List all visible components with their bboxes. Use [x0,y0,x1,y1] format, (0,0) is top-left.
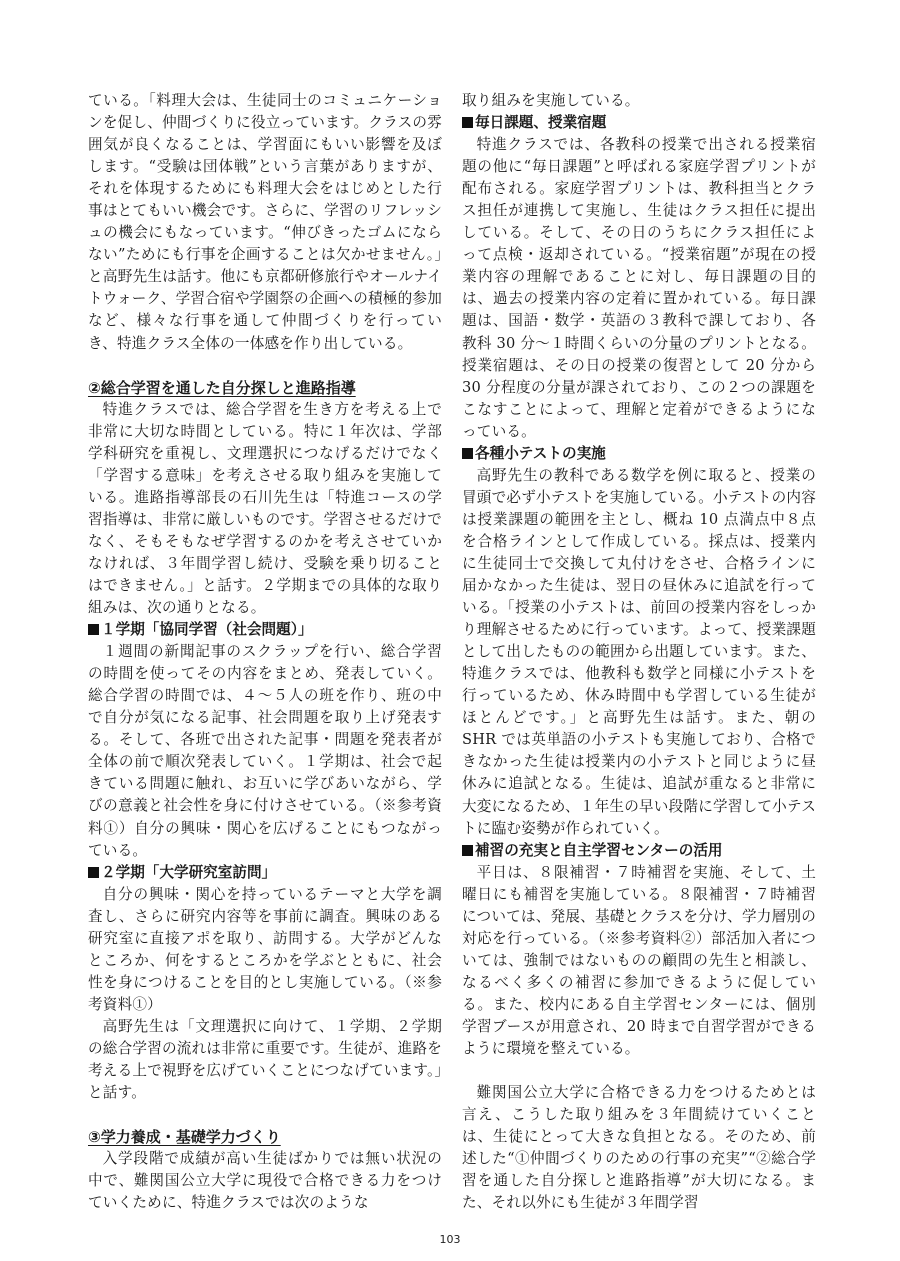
section-2-paragraph: 特進クラスでは、総合学習を生き方を考える上で非常に大切な時間としている。特に１年次は、学部学科研究を重視し、文理選択につなげるだけでなく「学習する意味」を考えさせる取り組みを実施している。進路指導部長の石川先生は「特進コースの学習指導は、非常に厳しいものです。学習させるだけでなく、そもそもなぜ学習するのかを考えさせていかなければ、３年間学習し続け、受験を乗り切ることはできません。」と話す。２学期までの具体的な取り組みは、次の通りとなる。 [88,400,442,617]
subsection-daily-tasks-paragraph: 特進クラスでは、各教科の授業で出される授業宿題の他に“毎日課題”と呼ばれる家庭学習プリントが配布される。家庭学習プリントは、教科担当とクラス担任が連携して実施し、生徒はクラス担任に提出している。そして、その日のうちにクラス担任によって点検・返却されている。“授業宿題”が現在の授業内容の理解であることに対し、毎日課題の目的は、過去の授業内容の定着に置かれている。毎日課題は、国語・数学・英語の３教科で課しており、各教科 30 分～１時間くらいの分量のプリントとなる。授業宿題は、その日の授業の復習として 20 分から 30 分程度の分量が課されており、この２つの課題をこなすことによって、理解と定着ができるようになっている。 [462,136,816,440]
square-bullet-icon [462,845,473,856]
section-3-heading: ③学力養成・基礎学力づくり [88,1128,281,1147]
subsection-term2-heading-text: ２学期「大学研究室訪問」 [101,863,277,881]
subsection-term2-quote-paragraph: 高野先生は「文理選択に向けて、１学期、２学期の総合学習の流れは非常に重要です。生徒が、進路を考える上で視野を広げていくことにつなげています。」と話す。 [88,1017,442,1102]
subsection-term1-heading [88,619,442,641]
subsection-term1-paragraph: １週間の新聞記事のスクラップを行い、総合学習の時間を使ってその内容をまとめ、発表していく。総合学習の時間では、４～５人の班を作り、班の中で自分が気になる記事、社会問題を取り上げ発表する。そして、各班で出された記事・問題を発表者が全体の前で順次発表していく。１学期は、社会で起きている問題に触れ、お互いに学びあいながら、学びの意義と社会性を身に付けさせている。（※参考資料①）自分の興味・関心を広げることにもつながっている。 [88,643,442,859]
subsection-quizzes-heading [462,443,816,465]
subsection-quizzes-heading-text: 各種小テストの実施 [475,444,606,462]
section-3-paragraph: 入学段階で成績が高い生徒ばかりでは無い状況の中で、難関国公立大学に現役で合格できる力をつけていくために、特進クラスでは次のような [88,1150,442,1212]
right-column [462,90,816,1214]
left-column [88,90,442,1214]
square-bullet-icon [462,448,473,459]
subsection-daily-tasks-heading-text: 毎日課題、授業宿題 [475,114,607,132]
subsection-daily-tasks-heading [462,112,816,134]
page-number: 103 [439,1233,461,1246]
square-bullet-icon [88,867,99,878]
subsection-quizzes-paragraph: 高野先生の教科である数学を例に取ると、授業の冒頭で必ず小テストを実施している。小テストの内容は授業課題の範囲を主とし、概ね 10 点満点中８点を合格ラインとして作成している。採点は、授業内に生徒同士で交換して丸付けをさせ、合格ラインに届かなかった生徒は、翌日の昼休みに追試を行っている。「授業の小テストは、前回の授業内容をしっかり理解させるために行っています。よって、授業課題として出したものの範囲から出題しています。また、特進クラスでは、他教科も数学と同様に小テストを行っているため、休み時間中も学習している生徒がほとんどです。」と高野先生は話す。また、朝の SHR では英単語の小テストも実施しており、合格できなかった生徒は授業内の小テストと同じように昼休みに追試となる。生徒は、追試が重なると非常に大変になるため、１年生の早い段階に学習して小テストに臨む姿勢が作られていく。 [462,466,816,837]
subsection-term1-heading-text: １学期「協同学習（社会問題）」 [101,621,313,639]
subsection-term2-heading [88,862,442,884]
subsection-term2-paragraph: 自分の興味・関心を持っているテーマと大学を調査し、さらに研究内容等を事前に調査。興味のある研究室に直接アポを取り、訪問する。大学がどんなところか、何をするところかを学ぶとともに、社会性を身につけることを目的とし実施している。（※参考資料①） [88,885,442,1013]
square-bullet-icon [88,624,99,635]
subsection-supplementary-heading [462,840,816,862]
subsection-supplementary-paragraph: 平日は、８限補習・７時補習を実施、そして、土曜日にも補習を実施している。８限補習・７時補習については、発展、基礎とクラスを分け、学力層別の対応を行っている。（※参考資料②）部活加入者については、強制ではないものの顧問の先生と相談し、なるべく多くの補習に参加できるように促している。また、校内にある自主学習センターには、個別学習ブースが用意され、20 時まで自習学習ができるように環境を整えている。 [462,863,816,1058]
closing-paragraph: 難関国公立大学に合格できる力をつけるためとは言え、こうした取り組みを３年間続けていくことは、生徒にとって大きな負担となる。そのため、前述した“①仲間づくりのための行事の充実”“②総合学習を通した自分探しと進路指導”が大切になる。また、それ以外にも生徒が３年間学習 [462,1084,816,1212]
section-2-heading: ②総合学習を通した自分探しと進路指導 [88,378,356,397]
continuation-paragraph: 取り組みを実施している。 [462,92,640,109]
subsection-supplementary-heading-text: 補習の充実と自主学習センターの活用 [475,841,723,859]
intro-paragraph: ている。「料理大会は、生徒同士のコミュニケーションを促し、仲間づくりに役立っています。クラスの雰囲気が良くなることは、学習面にもいい影響を及ぼします。“受験は団体戦”という言葉がありますが、それを体現するためにも料理大会をはじめとした行事はとてもいい機会です。さらに、学習のリフレッシュの機会にもなっています。“伸びきったゴムにならない”ためにも行事を企画することは欠かせません。」と高野先生は話す。他にも京都研修旅行やオールナイトウォーク、学習合宿や学園祭の企画への積極的参加など、様々な行事を通して仲間づくりを行っていき、特進クラス全体の一体感を作り出している。 [88,92,442,352]
square-bullet-icon [462,117,473,128]
